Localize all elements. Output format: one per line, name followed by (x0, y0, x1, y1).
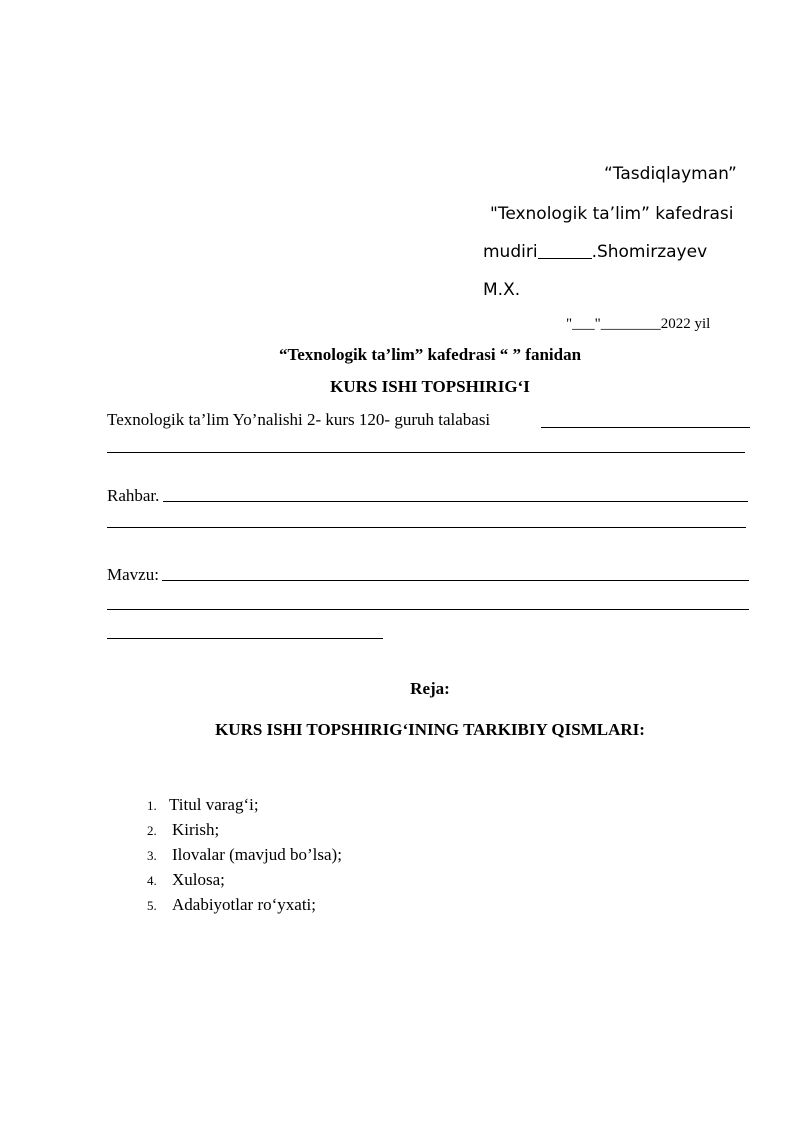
supervisor-field-continued[interactable] (107, 527, 746, 528)
document-title: KURS ISHI TOPSHIRIG‘I (330, 377, 530, 396)
list-item-number: 3. (147, 848, 157, 863)
student-name-field[interactable] (541, 427, 750, 428)
list-item (147, 820, 219, 840)
approval-initials: M.X. (483, 280, 521, 300)
list-item-text: Titul varag‘i; (169, 795, 259, 814)
list-item-text: Adabiyotlar ro‘yxati; (172, 895, 316, 914)
list-item (147, 845, 342, 865)
list-item-text: Xulosa; (172, 870, 225, 889)
list-item-number: 2. (147, 823, 157, 838)
list-item-text: Ilovalar (mavjud bo’lsa); (172, 845, 342, 864)
approval-title: “Tasdiqlayman” (604, 164, 737, 184)
subject-line: “Texnologik ta’lim” kafedrasi “ ” fanidan (278, 345, 582, 364)
plan-subheading: KURS ISHI TOPSHIRIG‘INING TARKIBIY QISMLARI: (215, 720, 645, 739)
approval-head-line (483, 242, 707, 262)
approval-date: "___"________2022 yil (566, 316, 711, 332)
topic-label: Mavzu: (107, 565, 159, 584)
list-item-number: 5. (147, 898, 157, 913)
list-item (147, 870, 225, 890)
topic-field-line-3[interactable] (107, 638, 383, 639)
list-item-text: Kirish; (172, 820, 220, 839)
list-item-number: 1. (147, 798, 157, 813)
list-item (147, 895, 316, 915)
approval-head-prefix: mudiri (483, 242, 538, 262)
student-name-field-continued[interactable] (107, 452, 745, 453)
approval-department: "Texnologik ta’lim” kafedrasi (490, 204, 734, 224)
student-label: Texnologik ta’lim Yo’nalishi 2- kurs 120- guruh talabasi (107, 410, 491, 429)
plan-heading: Reja: (410, 679, 450, 698)
list-item (147, 795, 259, 815)
supervisor-field[interactable] (163, 501, 748, 502)
supervisor-label: Rahbar. (107, 486, 160, 505)
list-item-number: 4. (147, 873, 157, 888)
signature-blank (538, 258, 592, 259)
topic-field[interactable] (162, 580, 749, 581)
topic-field-line-2[interactable] (107, 609, 749, 610)
approval-head-name: .Shomirzayev (591, 242, 708, 262)
